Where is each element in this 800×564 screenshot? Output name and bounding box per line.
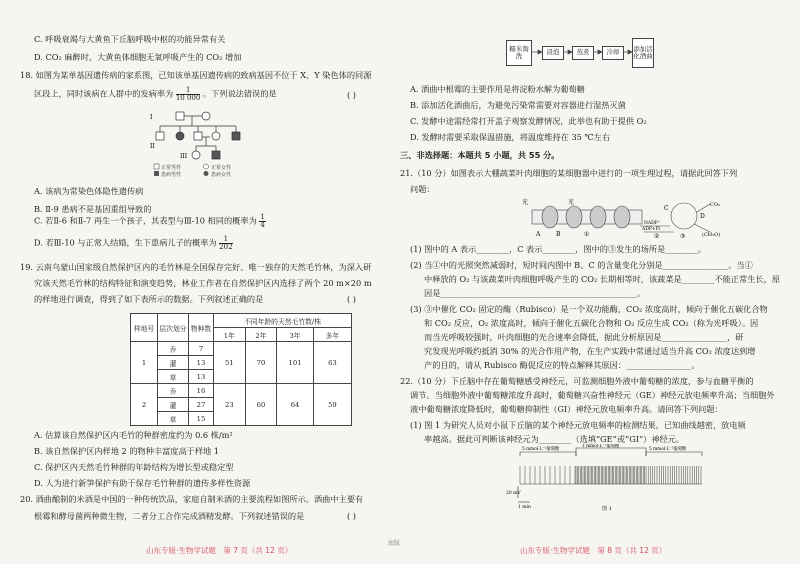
- label-b: B: [556, 231, 561, 238]
- q22-figure-1: [506, 444, 706, 518]
- light-label-2: 光: [568, 199, 575, 206]
- generation-i-label: I: [150, 114, 153, 121]
- legend-normal-male: 正常男性: [161, 165, 182, 171]
- q22-stem-line3: 液中葡萄糖浓度降低时，葡萄糖抑制性（GI）神经元放电频率升高。请回答下列问题：: [410, 404, 723, 414]
- q18-pedigree-chart: [150, 108, 270, 178]
- q19-option-b: B. 该自然保护区内样地 2 的物种丰富度高于样地 1: [34, 446, 220, 456]
- light-label-1: 光: [522, 199, 529, 206]
- q21-part3-line5: 产的目的，请从 Rubisco 酶促反应的特点解释其原因：________________。: [424, 360, 700, 370]
- q20-stem-line2: 根霉和酵母菌两种微生物，二者分工合作完成酒精发酵。下列叙述错误的是: [34, 511, 305, 521]
- generation-iii-label: III: [180, 153, 188, 160]
- q20-option-b: B. 添加活化酒曲后，为避免污染常需要对容器进行湿热灭菌: [410, 100, 626, 110]
- flow-step-cool: 冷却: [602, 46, 624, 60]
- q17-option-d: D. CO₂ 麻醉时，大黄鱼体细胞无氧呼吸产生的 CO₂ 增加: [34, 52, 242, 62]
- label-a: A: [536, 231, 541, 238]
- label-d: D: [700, 213, 705, 220]
- q18-stem-line2: 区段上，同时该病在人群中的发病率为 $\frac{1}{10 000}$ 。下列说法错误的是: [34, 86, 277, 102]
- q21-part3-line2: 和 CO₂ 反应，O₂ 浓度高时，倾向于催化五碳化合物和 O₂ 反应生成 CO₂（称为光呼吸）。因: [424, 318, 759, 328]
- label-c: C: [664, 205, 669, 212]
- generation-ii-label: II: [150, 143, 155, 150]
- period-label-3: 5 mmol·L⁻¹葡萄糖: [649, 447, 687, 452]
- marker-1: ①: [584, 231, 590, 238]
- q18-option-b: B. Ⅱ-9 患病不是基因重组导致的: [34, 204, 152, 214]
- q19-option-c: C. 保护区内天然毛竹种群的年龄结构为增长型或稳定型: [34, 462, 234, 472]
- section-3-heading: 三、非选择题：本题共 5 小题，共 55 分。: [400, 150, 560, 160]
- q21-photosynthesis-diagram: [514, 196, 724, 238]
- q20-stem-line1: 20. 酒曲酿制的米酒是中国的一种传统饮品，家庭自制米酒的主要流程如图所示。酒曲中主要有: [20, 494, 364, 504]
- q21-part2-line1: (2) 当①中的光照突然减弱时，短时间内图中 B、C 的含量变化分别是________________。当①: [410, 260, 753, 270]
- period-label-2: 1 mmol·L⁻¹葡萄糖: [582, 444, 620, 449]
- q19-stem-line2: 究该天然毛竹林的结构特征和演变趋势，林业工作者在自然保护区内选择了两个 20 m×20 m: [34, 278, 372, 288]
- nadp-label: NADP⁺: [644, 221, 661, 226]
- q18-option-d: D. 若Ⅲ-10 与正常人结婚，生下患病儿子的概率为 $\frac{1}{202}$: [34, 235, 233, 251]
- flow-step-soak: 浸泡: [542, 46, 564, 60]
- period-label-1: 5 mmol·L⁻¹葡萄糖: [522, 447, 560, 452]
- q19-data-table: 样地号 层次划分 物种数 不同年龄的天然毛竹数/株 1年 2年 3年 多年 1 乔 7 51 70 101 63 灌 13 草 13 2 乔 16 23 60 64 59 灌 27 草 15: [130, 313, 352, 426]
- q21-part3-line4: 究发现光呼吸约抵消 30% 的光合作用产物，在生产实践中常通过适当升高 CO₂ 浓度达到增: [424, 346, 756, 356]
- q20-option-c: C. 发酵中途需经常打开盖子观察发酵情况，此举也有助于提供 O₂: [410, 116, 647, 126]
- q21-part3-line1: (3) ③中催化 CO₂ 固定的酶（Rubisco）是一个双功能酶，CO₂ 浓度高时，倾向于催化五碳化合物: [410, 304, 768, 314]
- q18-answer-paren: ( ): [347, 90, 356, 100]
- q22-part1-line1: (1) 图 1 为研究人员对小鼠下丘脑的某个神经元放电频率的检测结果，已知曲线越密，放电频: [410, 420, 746, 430]
- marker-3: ③: [680, 233, 686, 238]
- q18-option-c: C. 若Ⅱ-6 和Ⅱ-7 再生一个孩子，其表型与Ⅲ-10 相同的概率为 $\frac{1}{4}$: [34, 213, 265, 229]
- q19-option-d: D. 人为进行新笋保护有助于保存毛竹种群的遗传多样性资源: [34, 478, 251, 488]
- page-7-footer: 山东专版·生物学试题 第 7 页（共 12 页）: [146, 546, 293, 555]
- q20-option-d: D. 发酵时需要采取保温措施，将温度维持在 35 ℃左右: [410, 132, 611, 142]
- scale-time: 1 min: [518, 505, 531, 510]
- q21-part3-line3: 而当光呼吸较强时，叶肉细胞的光合速率会降低，据此分析原因是________________，研: [424, 332, 744, 342]
- legend-affected-female: 患病女性: [211, 172, 232, 178]
- q21-stem-line1: 21.（10 分）如图表示大棚蔬菜叶肉细胞的某细胞器中进行的一项生理过程，请据此回答下列: [400, 168, 738, 178]
- q18-option-a: A. 该病为常染色体隐性遗传病: [34, 186, 144, 196]
- q18-stem-line1: 18. 如图为某单基因遗传病的家系图，已知该单基因遗传病的致病基因不位于 X、Y 染色体的同源: [20, 70, 372, 80]
- q22-stem-line2: 调节。当细胞外液中葡萄糖浓度升高时，葡萄糖兴奋性神经元（GE）神经元放电频率升高；当细胞外: [410, 390, 775, 400]
- q22-stem-line1: 22.（10 分）下丘脑中存在葡萄糖感受神经元，可监测细胞外液中葡萄糖的浓度，参与血糖平衡的: [400, 376, 754, 386]
- q20-answer-paren: ( ): [347, 511, 356, 521]
- co2-label: CO₂: [710, 202, 720, 208]
- center-watermark: 底版: [388, 540, 401, 547]
- q19-option-a: A. 估算该自然保护区内毛竹的种群密度约为 0.6 株/m²: [34, 430, 233, 440]
- q19-stem-line1: 19. 云南乌蒙山国家级自然保护区内的毛竹林是全国保存完好、唯一独存的天然毛竹林，为深入研: [20, 262, 372, 272]
- page-8-footer: 山东专版·生物学试题 第 8 页（共 12 页）: [520, 546, 667, 555]
- flow-step-rice-wash: 糯米淘洗: [506, 40, 532, 66]
- q21-part2-line3: 因是________________________________________________。: [424, 288, 646, 298]
- q21-part1: (1) 图中的 A 表示________，C 表示________，图中的③发生的场所是________。: [410, 244, 707, 254]
- q18-frequency-fraction: $\frac{1}{10 000}$: [175, 86, 201, 102]
- flow-step-add-koji: 添加活化酒曲: [632, 38, 654, 68]
- q21-stem-line2: 问题：: [410, 184, 435, 194]
- q19-stem-line3: 的样地进行调查，得到了如下表所示的数据。下列叙述正确的是: [34, 294, 264, 304]
- scale-voltage: 20 mV: [506, 491, 521, 496]
- q22-part1-line2: 率越高。据此可判断该神经元为________（选填“GE”或“GI”）神经元。: [424, 434, 685, 444]
- q20-option-a: A. 酒曲中根霉的主要作用是将淀粉水解为葡萄糖: [410, 84, 585, 94]
- q21-part2-line2: 中释放的 O₂ 与该蔬菜叶肉细胞呼吸产生的 CO₂ 长期相等时，该蔬菜是________不能正常生长，原: [424, 274, 780, 284]
- ch2o-label: (CH₂O): [702, 232, 721, 238]
- q19-answer-paren: ( ): [347, 294, 356, 304]
- legend-affected-male: 患病男性: [161, 172, 182, 178]
- right-page: [400, 0, 800, 564]
- flow-step-steam: 蒸煮: [572, 46, 594, 60]
- legend-normal-female: 正常女性: [211, 165, 232, 171]
- q17-option-c: C. 呼吸衰竭与大黄鱼下丘脑呼吸中枢的功能异常有关: [34, 34, 226, 44]
- marker-2: ②: [654, 233, 660, 238]
- adp-label: ADP+Pi: [642, 227, 661, 232]
- figure-1-caption: 图 1: [602, 506, 612, 512]
